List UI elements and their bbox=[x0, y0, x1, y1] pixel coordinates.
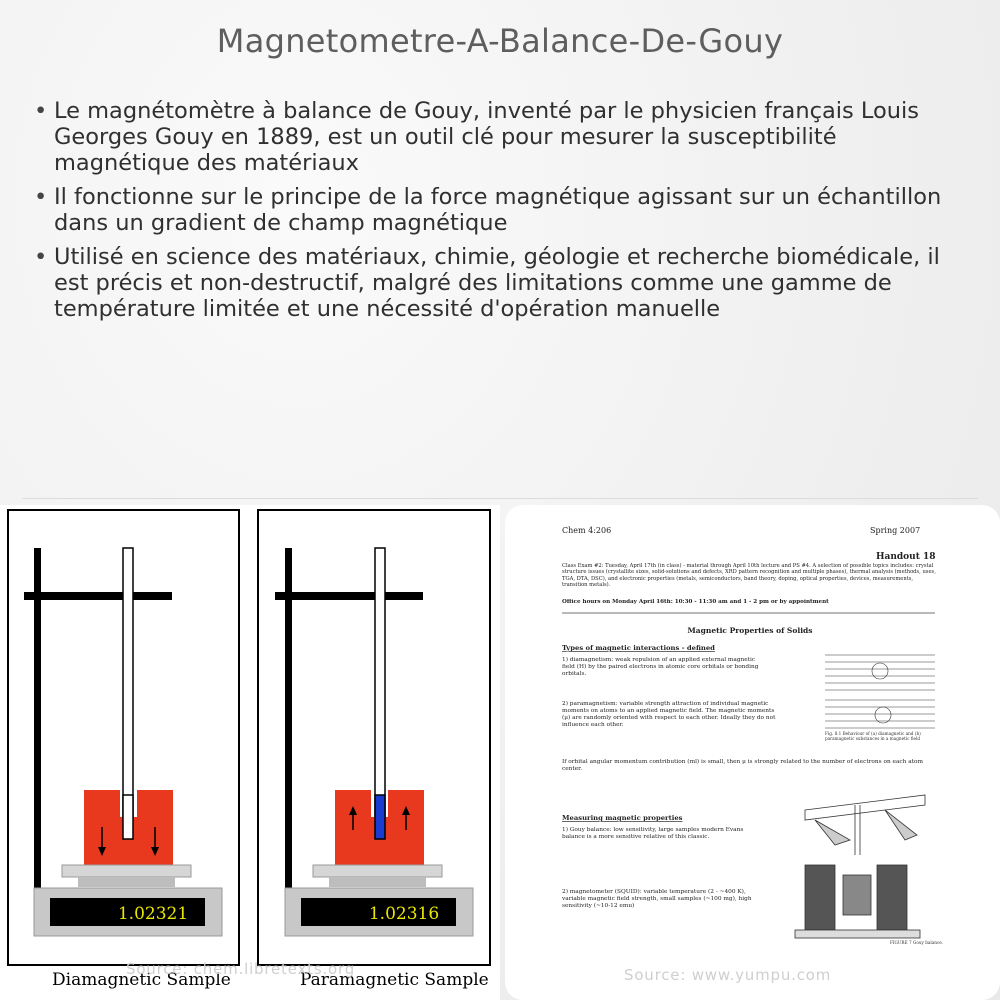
squid-item bbox=[562, 889, 762, 933]
squid-text: 2) magnetometer (SQUID): variable temperature (2 - ~400 K), variable magnetic field strength, small samples (~100 mg), high sensitivity (~10-12 emu) bbox=[562, 889, 752, 909]
divider bbox=[22, 498, 978, 499]
exam-text: Class Exam #2: Tuesday, April 17th (in class) - material through April 10th lecture and PS #4. A selection of possible topics includes: crystal structure issues (crystallite sizes, solid-solutions and defects, XRD pattern recognition and multiple phases), thermal analysis (methods, uses, TGA, DTA, DSC), and electronic properties (metals, semiconductors, band theory, doping, optical properties, devices, measurements, transition metals). bbox=[562, 563, 936, 589]
diamagnetic-reading: 1.02321 bbox=[117, 904, 189, 924]
orbital-text: If orbital angular momentum contribution (ml) is small, then μ is strongly related to the number of electrons on each atom center. bbox=[562, 759, 924, 772]
gouy-balance-illustration bbox=[0, 505, 500, 1000]
office-hours bbox=[562, 599, 940, 609]
handout-number: Handout 18 bbox=[876, 552, 936, 562]
bullet-item: • Le magnétomètre à balance de Gouy, inventé par le physicien français Louis Georges Gouy en 1889, est un outil clé pour mesurer la susceptibilité magnétique des matériaux bbox=[32, 98, 972, 176]
handout-document bbox=[505, 505, 1000, 1000]
fig-caption-text: Fig. 8.1 Behaviour of (a) diamagnetic and (b) paramagnetic substances in a magnetic field bbox=[825, 731, 921, 741]
balance-pan-support bbox=[78, 877, 175, 887]
gouy-text: 1) Gouy balance: low sensitivity, large samples modern Evans balance is a more sensitive relative of this classic. bbox=[562, 827, 744, 840]
balance-arm bbox=[275, 592, 423, 600]
bullet-list bbox=[32, 98, 972, 330]
gouy-balance-diagram bbox=[0, 505, 500, 1000]
right-source: Source: www.yumpu.com bbox=[624, 966, 832, 984]
paramagnetic-reading: 1.02316 bbox=[368, 904, 440, 924]
handout-term: Spring 2007 bbox=[870, 526, 921, 535]
paramagnetism-item bbox=[562, 701, 777, 745]
gouy-balance-drawing bbox=[795, 795, 925, 938]
orbital-paragraph bbox=[562, 759, 940, 779]
balance-arm bbox=[24, 592, 172, 600]
figure-caption bbox=[825, 731, 940, 747]
paramagnetism-text: 2) paramagnetism: variable strength attraction of individual magnetic moments on atoms to an applied magnetic field. The magnetic moments (μ) are randomly oriented with respect to each other. Ideally they do not influence each other. bbox=[562, 701, 776, 728]
page-title: Magnetometre-A-Balance-De-Gouy bbox=[216, 22, 784, 60]
balance-pan bbox=[313, 865, 442, 877]
left-source: Source: chem.libretexts.org bbox=[126, 960, 356, 978]
balance-pan-support bbox=[329, 877, 426, 887]
diamagnetic-caption: Diamagnetic Sample bbox=[52, 970, 231, 990]
bullet-item: • Utilisé en science des matériaux, chimie, géologie et recherche biomédicale, il est précis et non-destructif, malgré des limitations comme une gamme de température limitée et une nécessité d'opération manuelle bbox=[32, 244, 972, 322]
handout-page bbox=[505, 505, 1000, 1000]
diamagnetism-text: 1) diamagnetism: weak repulsion of an applied external magnetic field (H) by the paired electrons in atomic core orbitals or bonding orbitals. bbox=[562, 657, 759, 677]
bullet-item: • Il fonctionne sur le principe de la force magnétique agissant sur un échantillon dans un gradient de champ magnétique bbox=[32, 184, 972, 236]
balance-pan bbox=[62, 865, 191, 877]
exam-paragraph bbox=[562, 563, 940, 597]
field-lines-figure bbox=[825, 655, 935, 728]
diamagnetic-sample bbox=[123, 795, 133, 839]
gouy-item bbox=[562, 827, 762, 863]
figure-label-text: FIGURE 7 Gouy balance. bbox=[890, 940, 944, 945]
types-heading: Types of magnetic interactions - defined bbox=[562, 644, 715, 652]
office-hours-text: Office hours on Monday April 16th: 10:30 - 11:30 am and 1 - 2 pm or by appointment bbox=[562, 599, 829, 605]
figure-label bbox=[890, 940, 950, 954]
diamagnetism-item bbox=[562, 657, 762, 693]
paramagnetic-caption: Paramagnetic Sample bbox=[300, 970, 489, 990]
paramagnetic-sample bbox=[375, 795, 385, 839]
measuring-heading: Measuring magnetic properties bbox=[562, 814, 683, 822]
section-title: Magnetic Properties of Solids bbox=[687, 626, 813, 635]
handout-course: Chem 4:206 bbox=[562, 526, 612, 535]
